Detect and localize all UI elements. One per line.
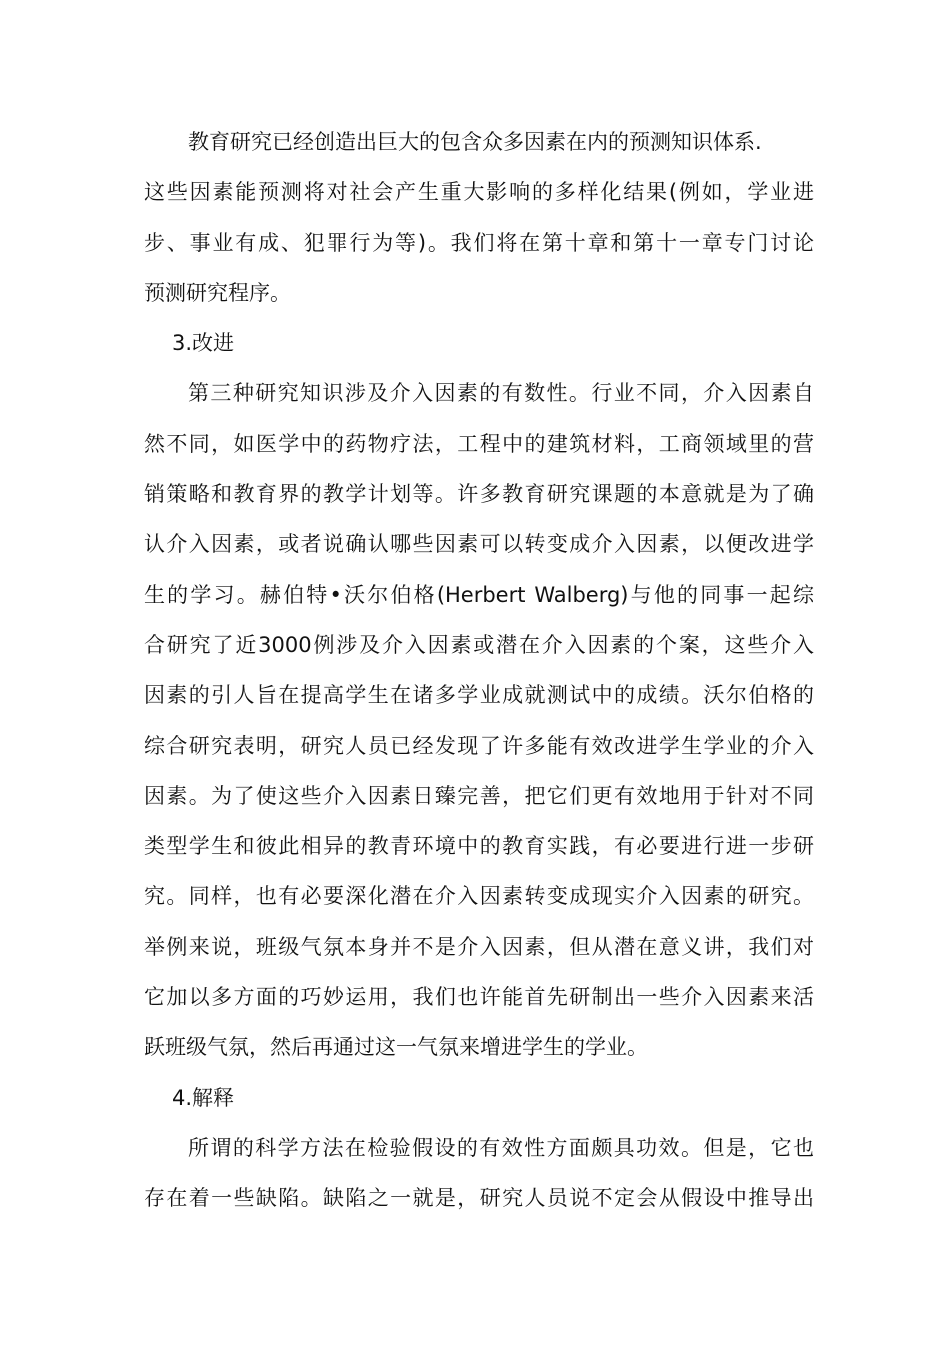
paragraph-1-line-4: 预测研究程序。 xyxy=(144,280,291,305)
paragraph-1-line-2: 这些因素能预测将对社会产生重大影响的多样化结果(例如，学业进 xyxy=(144,180,814,205)
paragraph-2-line-2: 然不同，如医学中的药物疗法，工程中的建筑材料，工商领域里的营 xyxy=(144,431,814,456)
paragraph-2-line-13: 它加以多方面的巧妙运用，我们也许能首先研制出一些介入因素来活 xyxy=(144,985,814,1010)
paragraph-2-line-7: 因素的引人旨在提高学生在诸多学业成就测试中的成绩。沃尔伯格的 xyxy=(144,683,814,708)
paragraph-2-line-6: 合研究了近3000例涉及介入因素或潜在介入因素的个案，这些介入 xyxy=(144,632,814,657)
section-heading-interpretation: 4.解释 xyxy=(172,1085,235,1110)
paragraph-2-line-4: 认介入因素，或者说确认哪些因素可以转变成介入因素，以便改进学 xyxy=(144,532,814,557)
paragraph-1-line-3: 步、事业有成、犯罪行为等)。我们将在第十章和第十一章专门讨论 xyxy=(144,230,814,255)
paragraph-2-line-9: 因素。为了使这些介入因素日臻完善，把它们更有效地用于针对不同 xyxy=(144,783,814,808)
paragraph-3-line-1: 所谓的科学方法在检验假设的有效性方面颇具功效。但是，它也 xyxy=(188,1135,814,1160)
section-heading-improvement: 3.改进 xyxy=(172,331,235,356)
paragraph-2-line-8: 综合研究表明，研究人员已经发现了许多能有效改进学生学业的介入 xyxy=(144,733,814,758)
document-body xyxy=(144,117,814,1224)
paragraph-2-line-12: 举例来说，班级气氛本身并不是介入因素，但从潜在意义讲，我们对 xyxy=(144,934,814,959)
paragraph-1-line-1: 教育研究已经创造出巨大的包含众多因素在内的预测知识体系. xyxy=(188,130,762,154)
paragraph-3-line-2: 存在着一些缺陷。缺陷之一就是，研究人员说不定会从假设中推导出 xyxy=(144,1186,814,1211)
paragraph-2-line-1: 第三种研究知识涉及介入因素的有数性。行业不同，介入因素自 xyxy=(188,381,814,406)
paragraph-2-line-14: 跃班级气氛，然后再通过这一气氛来增进学生的学业。 xyxy=(144,1035,648,1060)
paragraph-2-line-11: 究。同样，也有必要深化潜在介入因素转变成现实介入因素的研究。 xyxy=(144,884,814,909)
paragraph-2-line-3: 销策略和教育界的教学计划等。许多教育研究课题的本意就是为了确 xyxy=(144,482,814,507)
paragraph-2-line-10: 类型学生和彼此相异的教青环境中的教育实践，有必要进行进一步研 xyxy=(144,834,814,859)
paragraph-2-line-5: 生的学习。赫伯特•沃尔伯格(Herbert Walberg)与他的同事一起综 xyxy=(144,582,814,607)
